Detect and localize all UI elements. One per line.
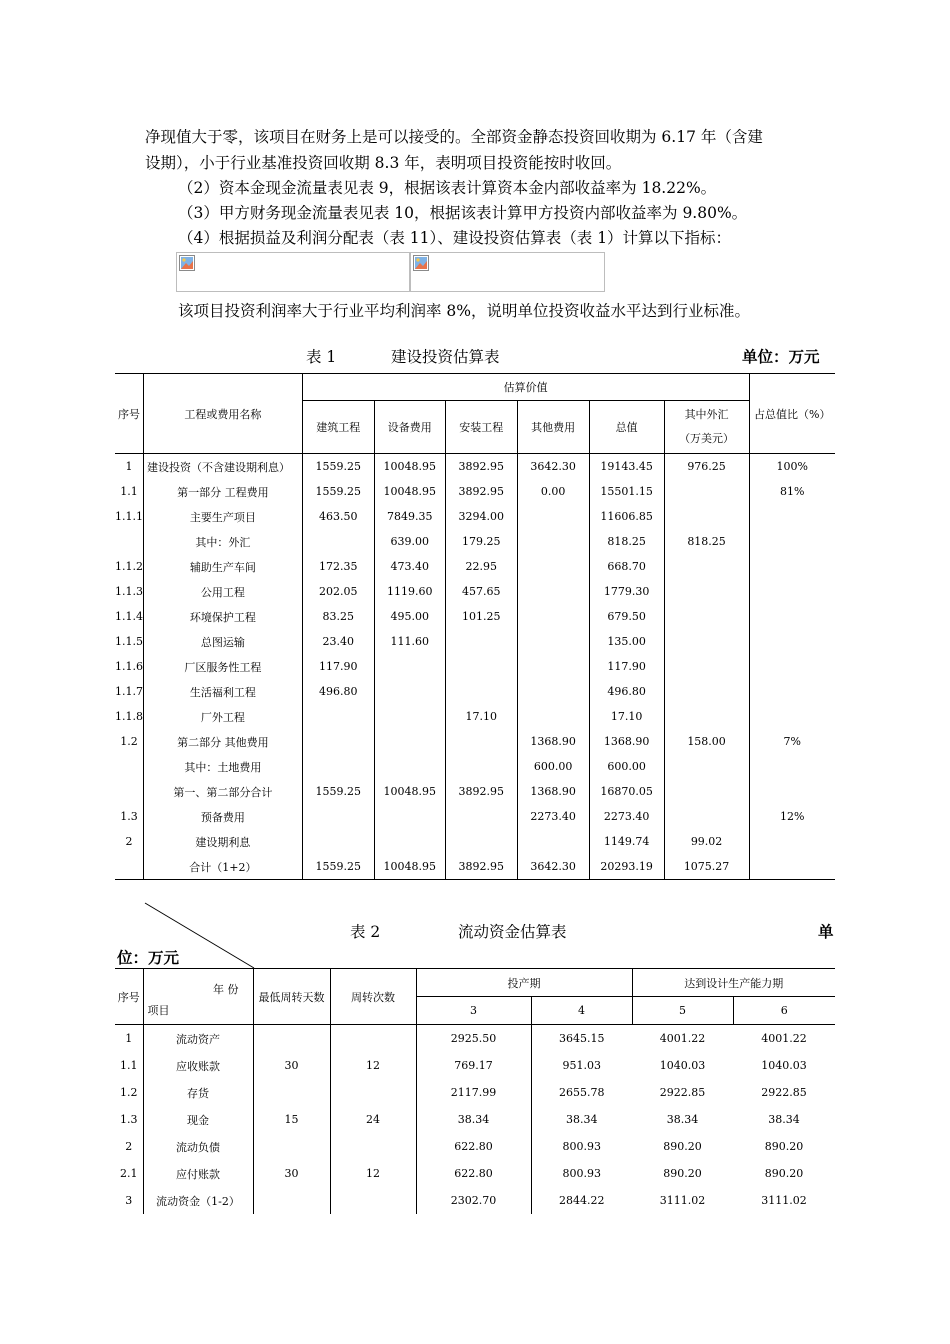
t2-cell-value: 2302.70 bbox=[416, 1187, 531, 1214]
t2-cell-item: 现金 bbox=[143, 1106, 253, 1133]
t2-cell-value: 890.20 bbox=[663, 1167, 702, 1180]
t1-cell-name: 第一、第二部分合计 bbox=[144, 779, 303, 804]
working-capital-table bbox=[115, 968, 835, 1214]
t1-header-seq: 序号 bbox=[115, 374, 144, 454]
t1-cell-name: 环境保护工程 bbox=[144, 604, 303, 629]
t1-cell-value: 1368.90 bbox=[517, 779, 589, 804]
t1-header-fx-line2: （万美元） bbox=[679, 432, 735, 445]
t2-cell-value: 38.34 bbox=[768, 1113, 800, 1126]
t1-cell-name: 厂区服务性工程 bbox=[144, 654, 303, 679]
t1-cell-value: 1559.25 bbox=[302, 479, 374, 504]
t2-cell-item: 流动资产 bbox=[143, 1025, 253, 1053]
t2-cell-seq: 1 bbox=[115, 1025, 143, 1053]
t2-cell-value bbox=[330, 1025, 416, 1053]
table2-unit-part2: 位：万元 bbox=[117, 949, 180, 967]
t1-cell-value: 473.40 bbox=[374, 554, 445, 579]
t1-cell-name: 其中：土地费用 bbox=[144, 754, 303, 779]
t2-cell-item: 流动负债 bbox=[143, 1133, 253, 1160]
t1-cell-value: 496.80 bbox=[589, 679, 664, 704]
paragraph-line-3: （2）资本金现金流量表见表 9，根据该表计算资本金内部收益率为 18.22%。 bbox=[178, 179, 717, 197]
t2-header-item: 项目 bbox=[147, 1004, 170, 1017]
t2-cell-value: 2844.22 bbox=[559, 1194, 605, 1207]
t1-header-group: 估算价值 bbox=[302, 374, 749, 401]
t2-header-year-col: 6 bbox=[733, 997, 835, 1025]
t1-header-col: 总值 bbox=[589, 401, 664, 454]
t1-cell-name: 第一部分 工程费用 bbox=[144, 479, 303, 504]
t2-cell-item: 应付账款 bbox=[143, 1160, 253, 1187]
t1-cell-value: 135.00 bbox=[589, 629, 664, 654]
t1-cell-value: 1559.25 bbox=[302, 854, 374, 880]
t1-cell-value: 3294.00 bbox=[445, 504, 517, 529]
t2-row bbox=[115, 1106, 835, 1133]
t1-header-col: 其他费用 bbox=[517, 401, 589, 454]
t1-cell-seq: 1.1 bbox=[115, 479, 144, 504]
t1-cell-value: 179.25 bbox=[445, 529, 517, 554]
t2-cell-value: 15 bbox=[253, 1106, 330, 1133]
t2-cell-seq: 2.1 bbox=[115, 1160, 143, 1187]
t2-header-year: 年 份 bbox=[213, 983, 239, 996]
t2-cell-value: 4001.22 bbox=[659, 1032, 706, 1045]
t1-cell-seq: 1.1.4 bbox=[115, 604, 144, 629]
t1-cell-value: 99.02 bbox=[664, 829, 749, 854]
t1-cell-value: 83.25 bbox=[302, 604, 374, 629]
t2-cell-seq: 3 bbox=[115, 1187, 143, 1214]
t1-cell-value: 3892.95 bbox=[445, 454, 517, 480]
t2-cell-value: 30 bbox=[253, 1160, 330, 1187]
t1-cell-value: 3892.95 bbox=[445, 779, 517, 804]
t2-cell-value: 2922.85 bbox=[761, 1086, 807, 1099]
t2-cell-seq: 2 bbox=[115, 1133, 143, 1160]
t1-cell-value: 1075.27 bbox=[664, 854, 749, 880]
t1-cell-name: 建设期利息 bbox=[144, 829, 303, 854]
t2-cell-item: 流动资金（1-2） bbox=[143, 1187, 253, 1214]
t2-cell-value: 890.20 bbox=[764, 1140, 804, 1153]
t1-header-pct: 占总值比（%） bbox=[749, 374, 835, 454]
table1-title: 建设投资估算表 bbox=[391, 348, 500, 366]
t1-cell-value: 3892.95 bbox=[445, 854, 517, 880]
t1-cell-value: 10048.95 bbox=[374, 854, 445, 880]
t1-cell-name: 第二部分 其他费用 bbox=[144, 729, 303, 754]
t1-cell-value: 1368.90 bbox=[517, 729, 589, 754]
t1-cell-value: 1779.30 bbox=[589, 579, 664, 604]
t1-cell-value: 3892.95 bbox=[445, 479, 517, 504]
t2-cell-value: 622.80 bbox=[416, 1160, 531, 1187]
t2-row bbox=[115, 1025, 835, 1053]
t2-header-year-item bbox=[143, 969, 253, 1025]
t2-cell-value: 3111.02 bbox=[761, 1194, 807, 1207]
t1-cell-value: 457.65 bbox=[445, 579, 517, 604]
t2-cell-seq: 1.1 bbox=[115, 1052, 143, 1079]
t1-cell-seq: 1.1.2 bbox=[115, 554, 144, 579]
t1-cell-name: 主要生产项目 bbox=[144, 504, 303, 529]
t1-cell-value: 818.25 bbox=[664, 529, 749, 554]
t1-cell-value: 1368.90 bbox=[589, 729, 664, 754]
t1-cell-name: 合计（1+2） bbox=[144, 854, 303, 880]
t2-cell-value: 890.20 bbox=[764, 1167, 804, 1180]
t1-cell-name: 公用工程 bbox=[144, 579, 303, 604]
t2-row bbox=[115, 1052, 835, 1079]
t2-cell-value bbox=[253, 1133, 330, 1160]
t2-cell-item: 存货 bbox=[143, 1079, 253, 1106]
t1-cell-value: 7% bbox=[783, 735, 801, 748]
t2-cell-value: 1040.03 bbox=[761, 1059, 807, 1072]
paragraph-line-2: 设期），小于行业基准投资回收期 8.3 年，表明项目投资能按时收回。 bbox=[145, 154, 622, 172]
t1-cell-value: 10048.95 bbox=[374, 454, 445, 480]
t1-cell-value: 976.25 bbox=[664, 454, 749, 480]
t2-header-turns: 周转次数 bbox=[330, 969, 416, 1025]
t1-header-col: 设备费用 bbox=[374, 401, 445, 454]
t2-cell-value: 12 bbox=[330, 1160, 416, 1187]
t1-cell-value: 17.10 bbox=[445, 704, 517, 729]
t2-cell-value: 622.80 bbox=[416, 1133, 531, 1160]
t2-header-min-days: 最低周转天数 bbox=[253, 969, 330, 1025]
t1-cell-name: 总图运输 bbox=[144, 629, 303, 654]
t2-cell-value: 800.93 bbox=[562, 1140, 601, 1153]
t2-cell-value: 769.17 bbox=[416, 1052, 531, 1079]
t2-cell-value: 38.34 bbox=[666, 1113, 699, 1126]
table2-unit-part1: 单 bbox=[818, 923, 834, 941]
t2-cell-value: 12 bbox=[330, 1052, 416, 1079]
t2-cell-value: 890.20 bbox=[663, 1140, 702, 1153]
t2-cell-value: 3645.15 bbox=[559, 1032, 605, 1045]
paragraph-line-5: （4）根据损益及利润分配表（表 11）、建设投资估算表（表 1）计算以下指标： bbox=[178, 229, 732, 247]
t1-cell-value: 3642.30 bbox=[517, 854, 589, 880]
paragraph-line-6: 该项目投资利润率大于行业平均利润率 8%，说明单位投资收益水平达到行业标准。 bbox=[178, 302, 751, 320]
t1-cell-value: 15501.15 bbox=[589, 479, 664, 504]
t2-header-year-col: 5 bbox=[632, 997, 733, 1025]
t2-row bbox=[115, 1160, 835, 1187]
t1-header-name: 工程或费用名称 bbox=[144, 374, 303, 454]
t1-cell-seq: 1.3 bbox=[115, 804, 144, 829]
t1-cell-value: 19143.45 bbox=[589, 454, 664, 480]
table2-number: 表 2 bbox=[350, 923, 381, 941]
table1-unit: 单位：万元 bbox=[742, 348, 820, 366]
t1-cell-value: 1559.25 bbox=[302, 779, 374, 804]
t1-header-col: 建筑工程 bbox=[302, 401, 374, 454]
t1-cell-seq: 1.2 bbox=[115, 729, 144, 754]
t2-cell-value: 800.93 bbox=[562, 1167, 601, 1180]
t1-cell-value: 1149.74 bbox=[589, 829, 664, 854]
t1-cell-value: 679.50 bbox=[589, 604, 664, 629]
t1-cell-seq: 1.1.1 bbox=[115, 504, 144, 529]
t2-cell-value bbox=[253, 1079, 330, 1106]
t2-header-year-col: 3 bbox=[416, 997, 531, 1025]
t2-cell-value: 30 bbox=[253, 1052, 330, 1079]
t1-cell-seq: 1.1.6 bbox=[115, 654, 144, 679]
t2-cell-value: 1040.03 bbox=[659, 1059, 706, 1072]
t1-cell-name: 其中：外汇 bbox=[144, 529, 303, 554]
t1-cell-seq: 2 bbox=[115, 829, 144, 854]
t2-header-year-col: 4 bbox=[531, 997, 632, 1025]
t2-cell-item: 应收账款 bbox=[143, 1052, 253, 1079]
t2-cell-value bbox=[330, 1187, 416, 1214]
t2-header-group1: 投产期 bbox=[416, 969, 632, 997]
t1-cell-name: 预备费用 bbox=[144, 804, 303, 829]
t1-cell-value: 0.00 bbox=[517, 479, 589, 504]
t1-cell-value: 111.60 bbox=[374, 629, 445, 654]
t2-cell-value: 38.34 bbox=[566, 1113, 598, 1126]
t1-cell-value: 20293.19 bbox=[589, 854, 664, 880]
t1-cell-value: 172.35 bbox=[302, 554, 374, 579]
t1-cell-value: 1119.60 bbox=[374, 579, 445, 604]
t1-cell-value: 117.90 bbox=[589, 654, 664, 679]
t1-cell-value: 668.70 bbox=[589, 554, 664, 579]
t1-cell-value: 202.05 bbox=[302, 579, 374, 604]
t2-cell-value: 951.03 bbox=[562, 1059, 601, 1072]
t1-cell-name: 厂外工程 bbox=[144, 704, 303, 729]
t2-cell-value bbox=[253, 1187, 330, 1214]
t1-cell-value: 17.10 bbox=[589, 704, 664, 729]
t1-cell-value: 100% bbox=[776, 460, 808, 473]
t2-cell-value: 24 bbox=[330, 1106, 416, 1133]
t1-cell-value: 10048.95 bbox=[374, 479, 445, 504]
t2-row bbox=[115, 1079, 835, 1106]
t1-cell-value: 23.40 bbox=[302, 629, 374, 654]
t2-cell-value: 3111.02 bbox=[659, 1194, 706, 1207]
t1-cell-value: 2273.40 bbox=[589, 804, 664, 829]
t1-cell-seq: 1.1.3 bbox=[115, 579, 144, 604]
t1-cell-value: 463.50 bbox=[302, 504, 374, 529]
t1-cell-value: 81% bbox=[780, 485, 805, 498]
t1-cell-value: 639.00 bbox=[374, 529, 445, 554]
t2-row bbox=[115, 1133, 835, 1160]
paragraph-line-1: 净现值大于零，该项目在财务上是可以接受的。全部资金静态投资回收期为 6.17 年（含建 bbox=[145, 128, 763, 146]
t2-cell-value bbox=[330, 1079, 416, 1106]
t2-header-seq: 序号 bbox=[115, 969, 143, 1025]
t1-cell-value: 496.80 bbox=[302, 679, 374, 704]
t1-cell-seq: 1.1.7 bbox=[115, 679, 144, 704]
table2-title: 流动资金估算表 bbox=[458, 923, 567, 941]
t1-cell-value: 1559.25 bbox=[302, 454, 374, 480]
t2-cell-value: 2117.99 bbox=[416, 1079, 531, 1106]
t1-cell-value: 3642.30 bbox=[517, 454, 589, 480]
t2-row bbox=[115, 1187, 835, 1214]
t1-cell-name: 建设投资（不含建设期利息） bbox=[144, 454, 303, 480]
table1-number: 表 1 bbox=[306, 348, 337, 366]
t1-cell-value: 12% bbox=[780, 810, 805, 823]
t1-cell-value: 16870.05 bbox=[589, 779, 664, 804]
t2-cell-value bbox=[253, 1025, 330, 1053]
t1-cell-value: 158.00 bbox=[664, 729, 749, 754]
t2-cell-seq: 1.2 bbox=[115, 1079, 143, 1106]
t1-cell-value: 117.90 bbox=[302, 654, 374, 679]
t2-cell-seq: 1.3 bbox=[115, 1106, 143, 1133]
t1-cell-seq: 1.1.5 bbox=[115, 629, 144, 654]
t1-cell-value: 600.00 bbox=[517, 754, 589, 779]
t1-header-col: 安装工程 bbox=[445, 401, 517, 454]
t1-cell-value: 22.95 bbox=[445, 554, 517, 579]
t2-cell-value: 2925.50 bbox=[416, 1025, 531, 1053]
t1-header-fx-line1: 其中外汇 bbox=[684, 408, 729, 421]
t1-cell-name: 辅助生产车间 bbox=[144, 554, 303, 579]
t1-cell-value: 600.00 bbox=[589, 754, 664, 779]
t1-cell-name: 生活福利工程 bbox=[144, 679, 303, 704]
t1-cell-value: 2273.40 bbox=[517, 804, 589, 829]
t1-cell-value: 101.25 bbox=[445, 604, 517, 629]
t1-cell-value: 818.25 bbox=[589, 529, 664, 554]
t2-cell-value: 2922.85 bbox=[659, 1086, 706, 1099]
t2-cell-value: 4001.22 bbox=[761, 1032, 807, 1045]
t1-cell-value: 10048.95 bbox=[374, 779, 445, 804]
t2-cell-value: 2655.78 bbox=[559, 1086, 605, 1099]
t1-cell-seq: 1 bbox=[115, 454, 144, 480]
t2-header-group2: 达到设计生产能力期 bbox=[632, 969, 835, 997]
t1-cell-value: 11606.85 bbox=[589, 504, 664, 529]
t1-cell-value: 7849.35 bbox=[374, 504, 445, 529]
t2-cell-value: 38.34 bbox=[416, 1106, 531, 1133]
t1-cell-seq: 1.1.8 bbox=[115, 704, 144, 729]
t1-cell-value: 495.00 bbox=[374, 604, 445, 629]
paragraph-line-4: （3）甲方财务现金流量表见表 10，根据该表计算甲方投资内部收益率为 9.80%。 bbox=[178, 204, 748, 222]
t2-cell-value bbox=[330, 1133, 416, 1160]
